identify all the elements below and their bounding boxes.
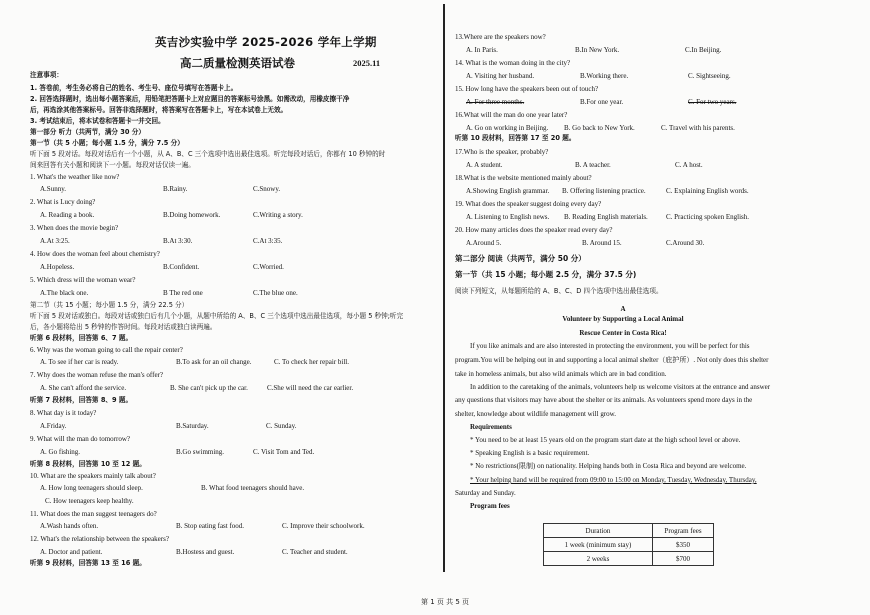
material-7: 听第 7 段材料，回答第 8、9 题。 (30, 396, 133, 404)
question-16: 16.What will the man do one year later? (455, 111, 568, 119)
paragraph-1-line-1: If you like animals and are also interested in protecting the environment, you will be perfect for this (470, 342, 750, 350)
q6-option-a: A. To see if her car is ready. (40, 358, 119, 366)
part1-title: 第一部分 听力（共两节，满分 30 分） (30, 128, 145, 136)
q5-option-a: A.The black one. (40, 289, 89, 297)
q5-option-b: B The red one (163, 289, 203, 297)
part1-sec2-inst-b: 后，各小题将给出 5 秒钟的作答时间。每段对话或独白读两遍。 (30, 323, 217, 331)
q16-option-c: C. Travel with his parents. (661, 124, 735, 132)
requirement-3: * No restrictions(限制) on nationality. Helping hands both in Costa Rica and beyond are welcome. (470, 462, 747, 470)
q9-option-b: B.Go swimming. (176, 448, 225, 456)
paragraph-1-line-3: take in homeless animals, but also wild animals which are in bad condition. (455, 370, 667, 378)
part1-sec2-inst-a: 听下面 5 段对话或独白。每段对话或独白后有几个小题，从题中所给的 A、B、C 三个选项中选出最佳选项，每小题 5 秒钟;听完 (30, 312, 404, 320)
q15-option-c: C. For two years. (688, 98, 737, 106)
q12-option-b: B.Hostess and guest. (176, 548, 235, 556)
q19-option-a: A. Listening to English news. (466, 213, 550, 221)
q10-option-c: C. How teenagers keep healthy. (45, 497, 134, 505)
q11-option-b: B. Stop eating fast food. (176, 522, 245, 530)
question-13: 13.Where are the speakers now? (455, 33, 546, 41)
question-9: 9. What will the man do tomorrow? (30, 435, 130, 443)
table-header-duration: Duration (544, 524, 653, 538)
passage-letter: A (620, 305, 626, 313)
q2-option-c: C.Writing a story. (253, 211, 303, 219)
q9-option-c: C. Visit Tom and Ted. (253, 448, 315, 456)
school-title: 英吉沙实验中学 2025-2026 学年上学期 (155, 35, 377, 49)
question-7: 7. Why does the woman refuse the man's offer? (30, 371, 163, 379)
passage-title-1: Volunteer by Supporting a Local Animal (562, 315, 684, 323)
q12-option-c: C. Teacher and student. (282, 548, 348, 556)
table-cell-duration: 2 weeks (544, 552, 653, 566)
q7-option-b: B. She can't pick up the car. (170, 384, 248, 392)
material-10: 听第 10 段材料，回答第 17 至 20 题。 (455, 134, 576, 142)
question-5: 5. Which dress will the woman wear? (30, 276, 136, 284)
question-15: 15. How long have the speakers been out of touch? (455, 85, 599, 93)
q17-option-c: C. A host. (675, 161, 703, 169)
table-cell-fee: $350 (653, 538, 714, 552)
note-3: 3. 考试结束后，将本试卷和答题卡一并交回。 (30, 117, 165, 125)
part2-instruction: 阅读下列短文，从每题所给的 A、B、C、D 四个选项中选出最佳选项。 (455, 287, 663, 295)
part2-sec1-title: 第一节（共 15 小题；每小题 2.5 分，满分 37.5 分) (455, 270, 637, 279)
question-20: 20. How many articles does the speaker read every day? (455, 226, 613, 234)
table-cell-fee: $700 (653, 552, 714, 566)
q18-option-c: C. Explaining English words. (666, 187, 749, 195)
question-4: 4. How does the woman feel about chemistry? (30, 250, 160, 258)
program-fees-table (543, 523, 714, 566)
q4-option-c: C.Worried. (253, 263, 284, 271)
question-18: 18.What is the website mentioned mainly about? (455, 174, 592, 182)
column-divider (443, 4, 445, 572)
q9-option-a: A. Go fishing. (40, 448, 81, 456)
part1-sec1-inst-a: 听下面 5 段对话。每段对话后有一个小题，从 A、B、C 三个选项中选出最佳选项。听完每段对话后，你都有 10 秒钟的时 (30, 150, 386, 158)
notes-title: 注意事项： (30, 71, 63, 79)
q17-option-b: B. A teacher. (575, 161, 611, 169)
q16-option-a: A. Go on working in Beijing. (466, 124, 549, 132)
table-cell-duration: 1 week (minimum stay) (544, 538, 653, 552)
q15-option-a: A. For three months. (466, 98, 525, 106)
q13-option-a: A. In Paris. (466, 46, 498, 54)
page-footer: 第 1 页 共 5 页 (421, 598, 470, 606)
question-14: 14. What is the woman doing in the city? (455, 59, 571, 67)
q14-option-c: C. Sightseeing. (688, 72, 731, 80)
question-6: 6. Why was the woman going to call the repair center? (30, 346, 183, 354)
part1-sec1-inst-b: 间来回答有关小题和阅读下一小题。每段对话仅读一遍。 (30, 161, 195, 169)
requirement-1: * You need to be at least 15 years old on the program start date at the high school level or above. (470, 436, 741, 444)
paragraph-1-line-2: program.You will be helping out in and supporting a local animal shelter（庇护所）. Not only does this shelter (455, 356, 769, 364)
question-3: 3. When does the movie begin? (30, 224, 119, 232)
requirement-4-line-1: * Your helping hand will be required from 09:00 to 15:00 on Monday, Tuesday, Wednesday, Thursday, (470, 476, 757, 484)
paragraph-2-line-2: any questions that visitors may have about the shelter or its animals. As volunteers spend more days in the (455, 396, 753, 404)
paragraph-2-line-3: shelter, knowledge about wildlife management will grow. (455, 410, 616, 418)
q8-option-c: C. Sunday. (266, 422, 297, 430)
program-fees-title: Program fees (470, 502, 510, 510)
q7-option-a: A. She can't afford the service. (40, 384, 127, 392)
q11-option-a: A.Wash hands often. (40, 522, 99, 530)
q3-option-b: B.At 3:30. (163, 237, 193, 245)
q16-option-b: B. Go back to New York. (564, 124, 635, 132)
requirement-2: * Speaking English is a basic requirement. (470, 449, 590, 457)
q10-option-a: A. How long teenagers should sleep. (40, 484, 143, 492)
note-2a: 2. 回答选择题时，选出每小题答案后，用铅笔把答题卡上对应题目的答案标号涂黑。如需改动，用橡皮擦干净 (30, 95, 350, 103)
q2-option-b: B.Doing homework. (163, 211, 221, 219)
q20-option-a: A.Around 5. (466, 239, 502, 247)
q3-option-a: A.At 3:25. (40, 237, 70, 245)
q3-option-c: C.At 3:35. (253, 237, 283, 245)
question-19: 19. What does the speaker suggest doing every day? (455, 200, 602, 208)
q13-option-c: C.In Beijing. (685, 46, 722, 54)
q18-option-a: A.Showing English grammar. (466, 187, 550, 195)
q12-option-a: A. Doctor and patient. (40, 548, 103, 556)
requirement-4-line-2: Saturday and Sunday. (455, 489, 516, 497)
question-10: 10. What are the speakers mainly talk about? (30, 472, 156, 480)
question-8: 8. What day is it today? (30, 409, 97, 417)
q18-option-b: B. Offering listening practice. (562, 187, 646, 195)
part2-title: 第二部分 阅读（共两节，满分 50 分） (455, 254, 586, 263)
q17-option-a: A. A student. (466, 161, 503, 169)
q10-option-b: B. What food teenagers should have. (201, 484, 305, 492)
q13-option-b: B.In New York. (575, 46, 620, 54)
table-header-row (544, 524, 714, 538)
note-1: 1. 答卷前，考生务必将自己的姓名、考生号、座位号填写在答题卡上。 (30, 84, 238, 92)
q1-option-b: B.Rainy. (163, 185, 188, 193)
table-row (544, 552, 714, 566)
q1-option-c: C.Snowy. (253, 185, 281, 193)
passage-title-2: Rescue Center in Costa Rica! (579, 329, 667, 337)
question-17: 17.Who is the speaker, probably? (455, 148, 549, 156)
q20-option-c: C.Around 30. (666, 239, 705, 247)
material-6: 听第 6 段材料，回答第 6、7 题。 (30, 334, 133, 342)
q14-option-a: A. Visiting her husband. (466, 72, 535, 80)
q19-option-c: C. Practicing spoken English. (666, 213, 750, 221)
material-9: 听第 9 段材料，回答第 13 至 16 题。 (30, 559, 146, 567)
q8-option-b: B.Saturday. (176, 422, 209, 430)
q2-option-a: A. Reading a book. (40, 211, 95, 219)
question-12: 12. What's the relationship between the speakers? (30, 535, 169, 543)
q4-option-b: B.Confident. (163, 263, 200, 271)
question-1: 1. What's the weather like now? (30, 173, 120, 181)
question-2: 2. What is Lucy doing? (30, 198, 96, 206)
q1-option-a: A.Sunny. (40, 185, 66, 193)
part1-sec2-title: 第二节（共 15 小题；每小题 1.5 分，满分 22.5 分） (30, 301, 189, 309)
q5-option-c: C.The blue one. (253, 289, 298, 297)
q6-option-c: C. To check her repair bill. (274, 358, 349, 366)
q15-option-b: B.For one year. (580, 98, 624, 106)
table-header-fees: Program fees (653, 524, 714, 538)
q20-option-b: B. Around 15. (582, 239, 622, 247)
paragraph-2-line-1: In addition to the caretaking of the animals, volunteers help us welcome visitors at the entrance and answer (470, 383, 771, 391)
table-row (544, 538, 714, 552)
q8-option-a: A.Friday. (40, 422, 67, 430)
q4-option-a: A.Hopeless. (40, 263, 75, 271)
exam-title: 高二质量检测英语试卷 (180, 56, 295, 70)
q6-option-b: B.To ask for an oil change. (176, 358, 252, 366)
note-2b: 后，再选涂其他答案标号。回答非选择题时，将答案写在答题卡上，写在本试卷上无效。 (30, 106, 288, 114)
exam-date: 2025.11 (353, 58, 381, 68)
part1-sec1-title: 第一节（共 5 小题；每小题 1.5 分，满分 7.5 分） (30, 139, 184, 147)
q11-option-c: C. Improve their schoolwork. (282, 522, 365, 530)
q14-option-b: B.Working there. (580, 72, 629, 80)
material-8: 听第 8 段材料，回答第 10 至 12 题。 (30, 460, 146, 468)
q7-option-c: C.She will need the car earlier. (267, 384, 354, 392)
q19-option-b: B. Reading English materials. (564, 213, 648, 221)
requirements-title: Requirements (470, 423, 512, 431)
question-11: 11. What does the man suggest teenagers do? (30, 510, 157, 518)
